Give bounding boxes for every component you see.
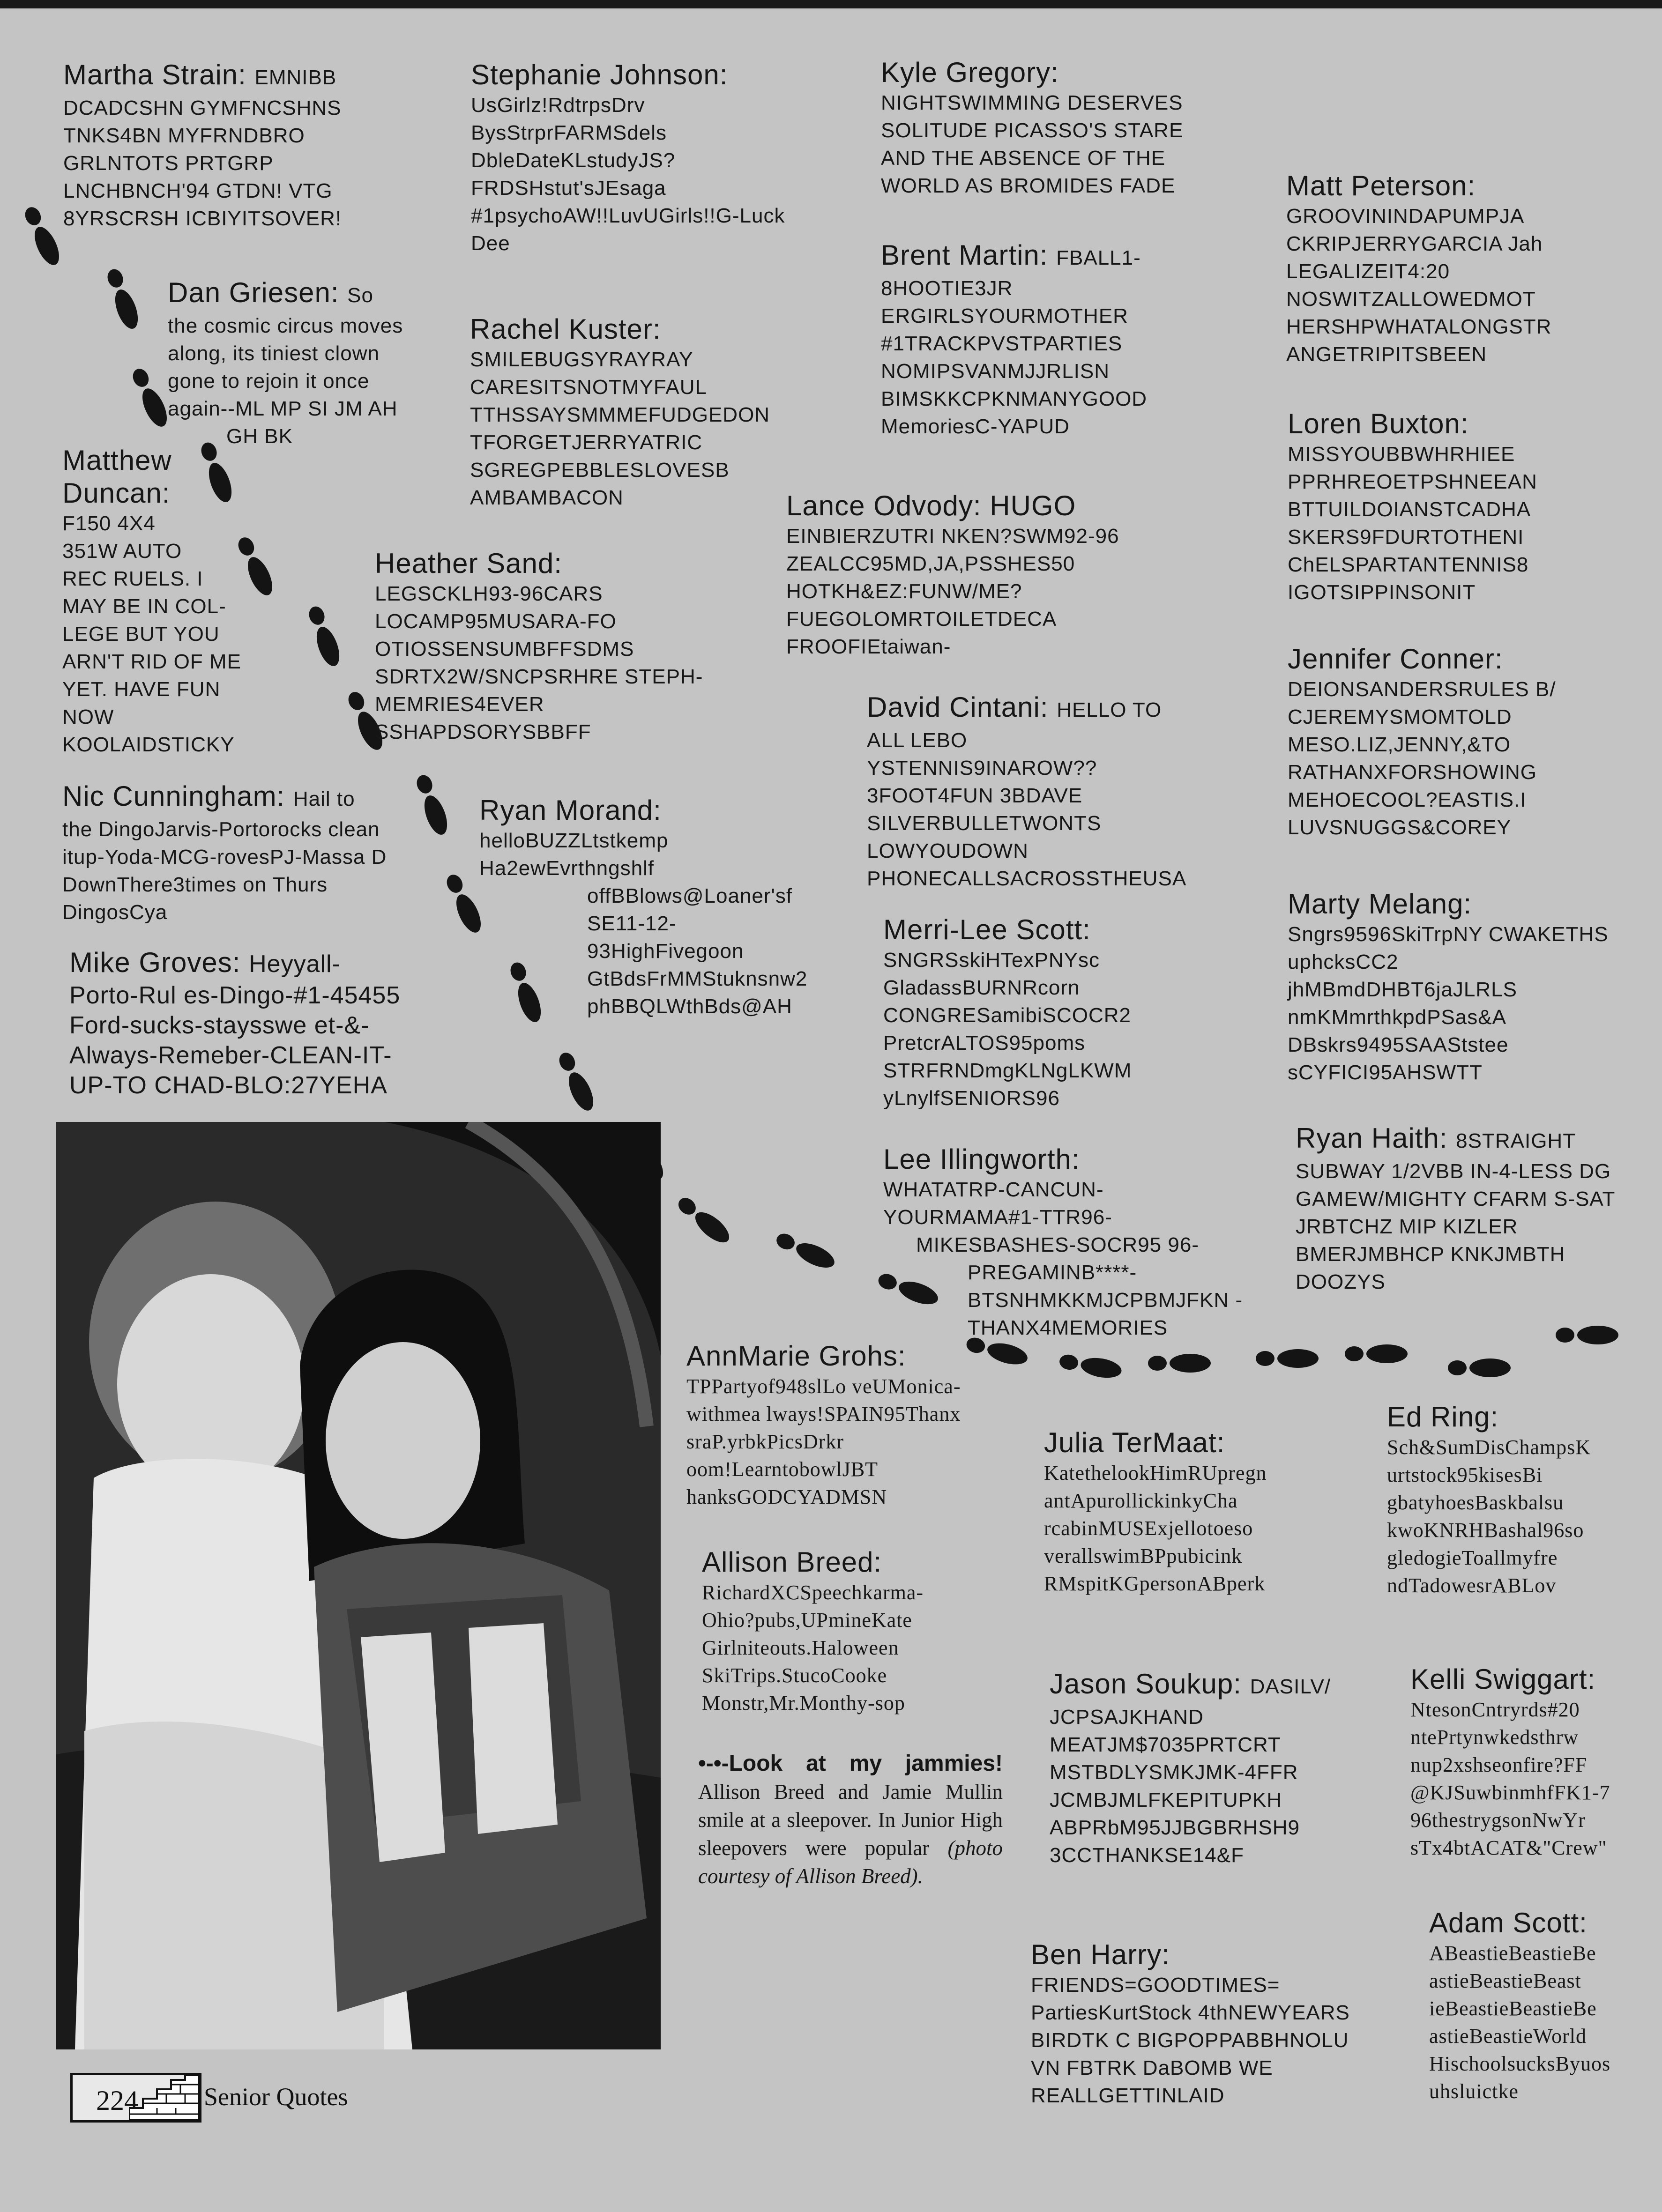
quote-line: MESO.LIZ,JENNY,&TO [1288, 733, 1511, 756]
quote-line: 8YRSCRSH ICBIYITSOVER! [63, 207, 342, 230]
student-name: Merri-Lee Scott: [883, 914, 1091, 945]
student-name: David Cintani: [867, 691, 1049, 723]
quote-line: REC RUELS. I [62, 567, 203, 590]
quote-line: BIRDTK C BIGPOPPABBHNOLU [1031, 2029, 1349, 2052]
footprint [674, 1193, 734, 1248]
quote-line: FROOFIEtaiwan- [786, 635, 951, 658]
quote-merri-lee-scott [883, 913, 1132, 1112]
quote-line: LOCAMP95MUSARA-FO [375, 610, 617, 633]
student-name: Julia TerMaat: [1044, 1427, 1225, 1458]
photo-illustration [56, 1122, 661, 2049]
quote-line: NtesonCntryrds#20 [1410, 1698, 1580, 1721]
footprint [1345, 1344, 1408, 1363]
quote-line: DCADCSHN GYMFNCSHNS [63, 96, 342, 119]
quote-rachel-kuster [470, 313, 770, 512]
quote-line: ABPRbM95JJBGBRHSH9 [1050, 1816, 1300, 1839]
student-name: Kelli Swiggart: [1410, 1663, 1596, 1695]
sleepover-photo [56, 1122, 661, 2049]
quote-inline: Heyyall- [249, 950, 341, 978]
quote-lance-odvody [786, 490, 1119, 661]
quote-line: MSTBDLYSMKJMK-4FFR [1050, 1761, 1298, 1784]
quote-line: withmea lways!SPAIN95Thanx [686, 1403, 961, 1425]
quote-line: uphcksCC2 [1288, 950, 1399, 973]
quote-line: TNKS4BN MYFRNDBRO [63, 124, 305, 147]
quote-line: LUVSNUGGS&COREY [1288, 816, 1512, 839]
quote-line: HischoolsucksByuos [1429, 2052, 1611, 2075]
footprint [128, 365, 172, 430]
quote-line: Sngrs9596SkiTrpNY CWAKETHS [1288, 923, 1609, 946]
student-name: Brent Martin: [881, 239, 1048, 271]
quote-line: Ohio?pubs,UPmineKate [702, 1609, 912, 1632]
quote-line: hanksGODCYADMSN [686, 1485, 887, 1508]
quote-line: along, its tiniest clown [168, 342, 380, 365]
quote-line: CJEREMYSMOMTOLD [1288, 705, 1512, 728]
footprint [412, 772, 451, 838]
quote-line: again--ML MP SI JM AH [168, 397, 398, 420]
student-name: Kyle Gregory: [881, 57, 1059, 88]
quote-stephanie-johnson [471, 59, 785, 257]
student-name: Lance Odvody: [786, 490, 982, 521]
student-name: Stephanie Johnson: [471, 59, 728, 90]
quote-line: MAY BE IN COL- [62, 595, 226, 618]
quote-line: PretcrALTOS95poms [883, 1032, 1086, 1054]
quote-line: gbatyhoesBaskbalsu [1387, 1491, 1564, 1514]
quote-line: GH BK [226, 425, 293, 448]
quote-line: REALLGETTINLAID [1031, 2084, 1225, 2107]
quote-line: CARESITSNOTMYFAUL [470, 376, 707, 399]
student-name: Jason Soukup: [1050, 1668, 1242, 1700]
quote-line: ZEALCC95MD,JA,PSSHES50 [786, 552, 1075, 575]
student-name: Ryan Morand: [479, 794, 662, 826]
quote-mike-groves [69, 946, 400, 1100]
quote-line: SE11-12- [587, 912, 677, 935]
quote-line: WHATATRP-CANCUN- [883, 1178, 1104, 1201]
quote-line: DBskrs9495SAAStstee [1288, 1033, 1509, 1056]
student-name: Ryan Haith: [1296, 1122, 1448, 1154]
footprint [1148, 1354, 1211, 1373]
quote-line: YOURMAMA#1-TTR96- [883, 1206, 1112, 1229]
quote-line: SDRTX2W/SNCPSRHRE STEPH- [375, 665, 703, 688]
quote-line: astieBeastieBeast [1429, 1969, 1581, 1992]
quote-line: Monstr,Mr.Monthy-sop [702, 1692, 905, 1715]
quote-line: offBBlows@Loaner'sf [587, 884, 793, 907]
student-name: Allison Breed: [702, 1546, 882, 1578]
quote-line: antApurollickinkyCha [1044, 1489, 1238, 1512]
quote-line: WORLD AS BROMIDES FADE [881, 174, 1176, 197]
student-name-cont: Duncan: [62, 477, 171, 509]
student-name: Martha Strain: [63, 59, 246, 90]
quote-line: the cosmic circus moves [168, 314, 403, 337]
quote-line: #1psychoAW!!LuvUGirls!!G-Luck [471, 204, 785, 227]
quote-inline: DASILV/ [1250, 1675, 1331, 1698]
quote-line: YET. HAVE FUN [62, 678, 221, 701]
quote-line: SUBWAY 1/2VBB IN-4-LESS DG [1296, 1160, 1611, 1183]
quote-line: itup-Yoda-MCG-rovesPJ-Massa D [62, 846, 387, 868]
quote-line: SSHAPDSORYSBBFF [375, 720, 591, 743]
quote-jason-soukup [1050, 1668, 1331, 1869]
quote-line: DownThere3times on Thurs [62, 873, 328, 896]
quote-line: ERGIRLSYOURMOTHER [881, 304, 1128, 327]
quote-line: 96thestrygsonNwYr [1410, 1809, 1586, 1832]
quote-line: oom!LearntobowlJBT [686, 1458, 879, 1481]
student-name: Heather Sand: [375, 548, 562, 579]
quote-line: PREGAMINB****- [968, 1261, 1137, 1284]
quote-line: HERSHPWHATALONGSTR [1286, 315, 1552, 338]
quote-line: DEIONSANDERSRULES B/ [1288, 678, 1556, 701]
quote-marty-melang [1288, 888, 1609, 1086]
quote-line: BTSNHMKKMJCPBMJFKN - [968, 1289, 1243, 1312]
quote-line: THANX4MEMORIES [968, 1316, 1168, 1339]
quote-dan-griesen [168, 276, 403, 450]
quote-line: #1TRACKPVSTPARTIES [881, 332, 1123, 355]
quote-line: ANGETRIPITSBEEN [1286, 343, 1487, 366]
quote-line: FUEGOLOMRTOILETDECA [786, 608, 1057, 631]
footprint [1058, 1351, 1123, 1381]
student-name: Nic Cunningham: [62, 780, 285, 812]
quote-line: TTHSSAYSMMMEFUDGEDON [470, 403, 770, 426]
quote-line: JCMBJMLFKEPITUPKH [1050, 1789, 1282, 1811]
quote-line: MIKESBASHES-SOCR95 96- [916, 1233, 1199, 1256]
quote-line: NIGHTSWIMMING DESERVES [881, 91, 1183, 114]
quote-line: RichardXCSpeechkarma- [702, 1581, 924, 1604]
quote-line: YSTENNIS9INAROW?? [867, 757, 1097, 779]
quote-line: Porto-Rul es-Dingo-#1-45455 [69, 982, 401, 1009]
quote-ben-harry [1031, 1938, 1350, 2109]
quote-line: LOWYOUDOWN [867, 839, 1029, 862]
footprint [21, 204, 64, 268]
quote-line: OTIOSSENSUMBFFSDMS [375, 638, 634, 661]
quote-line: AND THE ABSENCE OF THE [881, 147, 1166, 170]
quote-inline: HUGO [990, 490, 1076, 521]
quote-martha-strain [63, 59, 342, 232]
quote-line: 3CCTHANKSE14&F [1050, 1844, 1245, 1867]
caption-credit: (photo courtesy of Allison Breed). [698, 1836, 1003, 1888]
quote-line: MISSYOUBBWHRHIEE [1288, 443, 1515, 466]
quote-line: Ha2ewEvrthngshlf [479, 857, 655, 880]
quote-line: DbleDateKLstudyJS? [471, 149, 676, 172]
quote-line: Always-Remeber-CLEAN-IT- [69, 1042, 392, 1069]
quote-ryan-haith [1296, 1122, 1615, 1296]
quote-line: EINBIERZUTRI NKEN?SWM92-96 [786, 525, 1119, 548]
quote-ryan-morand [479, 794, 807, 1020]
quote-line: NOW [62, 705, 114, 728]
page-number: 224 [96, 2085, 138, 2116]
quote-line: LNCHBNCH'94 GTDN! VTG [63, 179, 333, 202]
student-name: Rachel Kuster: [470, 313, 661, 345]
quote-line: 351W AUTO [62, 540, 182, 563]
quote-line: verallswimBPpubicink [1044, 1544, 1243, 1567]
quote-line: MemoriesC-YAPUD [881, 415, 1070, 438]
quote-line: 8HOOTIE3JR [881, 277, 1013, 300]
quote-line: DOOZYS [1296, 1270, 1386, 1293]
quote-ed-ring [1387, 1401, 1591, 1599]
quote-line: ndTadowesrABLov [1387, 1574, 1557, 1597]
quote-line: MEATJM$7035PRTCRT [1050, 1733, 1281, 1756]
quote-line: Dee [471, 232, 510, 255]
quote-line: urtstock95kisesBi [1387, 1463, 1543, 1486]
section-title: Senior Quotes [204, 2083, 348, 2111]
student-name: Matthew [62, 445, 172, 476]
quote-line: KatethelookHimRUpregn [1044, 1462, 1267, 1485]
quote-inline: EMNIBB [254, 66, 337, 89]
quote-line: astieBeastieWorld [1429, 2025, 1587, 2048]
quote-line: RMspitKGpersonABperk [1044, 1572, 1266, 1595]
quote-line: GtBdsFrMMStuknsnw2 [587, 967, 808, 990]
quote-line: FRDSHstut'sJEsaga [471, 177, 666, 200]
quote-heather-sand [375, 547, 703, 746]
quote-line: SkiTrips.StucoCooke [702, 1664, 887, 1687]
footprint [103, 267, 142, 332]
footprint [773, 1229, 838, 1273]
quote-line: UP-TO CHAD-BLO:27YEHA [69, 1072, 388, 1099]
quote-line: the DingoJarvis-Portorocks clean [62, 818, 380, 841]
quote-line: sraP.yrbkPicsDrkr [686, 1430, 844, 1453]
quote-line: SGREGPEBBLESLOVESB [470, 459, 730, 482]
quote-line: UsGirlz!RdtrpsDrv [471, 94, 645, 117]
quote-line: SNGRSskiHTexPNYsc [883, 949, 1100, 972]
quote-line: ntePrtynwkedsthrw [1410, 1726, 1579, 1749]
quote-line: GAMEW/MIGHTY CFARM S-SAT [1296, 1188, 1616, 1210]
quote-lee-illingworth [883, 1143, 1243, 1342]
quote-line: VN FBTRK DaBOMB WE [1031, 2056, 1273, 2079]
quote-line: PPRHREOETPSHNEEAN [1288, 470, 1537, 493]
quote-line: GROOVININDAPUMPJA [1286, 205, 1525, 228]
student-name: AnnMarie Grohs: [686, 1340, 906, 1372]
quote-line: GladassBURNRcorn [883, 976, 1080, 999]
photo-caption [698, 1750, 1003, 1890]
page-footer [70, 2068, 398, 2124]
quote-inline: So [347, 284, 373, 307]
quote-nic-cunningham [62, 780, 387, 926]
quote-line: F150 4X4 [62, 512, 156, 535]
quote-kelli-swiggart [1410, 1663, 1610, 1862]
quote-inline: FBALL1- [1056, 246, 1141, 269]
quote-inline: Hail to [293, 787, 355, 810]
quote-line: ChELSPARTANTENNIS8 [1288, 553, 1529, 576]
quote-matthew-duncan [62, 444, 241, 758]
quote-line: uhsluictke [1429, 2080, 1519, 2103]
caption-lead: •-•-Look at my jammies! [698, 1751, 1003, 1776]
quote-line: TFORGETJERRYATRIC [470, 431, 703, 454]
quote-line: BMERJMBHCP KNKJMBTH [1296, 1243, 1565, 1266]
quote-line: Sch&SumDisChampsK [1387, 1436, 1591, 1459]
footprint [1256, 1349, 1319, 1368]
student-name: Loren Buxton: [1288, 408, 1469, 439]
footprint [1556, 1326, 1618, 1344]
student-name: Mike Groves: [69, 947, 241, 978]
quote-line: gledogieToallmyfre [1387, 1546, 1558, 1569]
quote-line: gone to rejoin it once [168, 370, 370, 393]
quote-brent-martin [881, 239, 1147, 440]
quote-line: Girlniteouts.Haloween [702, 1636, 899, 1659]
brick-stairs-icon [129, 2075, 199, 2120]
quote-line: yLnylfSENIORS96 [883, 1087, 1060, 1110]
quote-line: LEGSCKLH93-96CARS [375, 582, 603, 605]
quote-line: kwoKNRHBashal96so [1387, 1519, 1584, 1542]
quote-line: nmKMmrthkpdPSas&A [1288, 1006, 1506, 1029]
quote-line: MEMRIES4EVER [375, 693, 544, 716]
quote-line: JRBTCHZ MIP KIZLER [1296, 1215, 1518, 1238]
quote-line: jhMBmdDHBT6jaJLRLS [1288, 978, 1517, 1001]
quote-jennifer-conner [1288, 643, 1556, 841]
quote-julia-termaat [1044, 1426, 1267, 1597]
quote-line: PartiesKurtStock 4thNEWYEARS [1031, 2001, 1350, 2024]
quote-line: rcabinMUSExjellotoeso [1044, 1517, 1253, 1540]
quote-line: SOLITUDE PICASSO'S STARE [881, 119, 1184, 142]
quote-line: SKERS9FDURTOTHENI [1288, 526, 1524, 549]
quote-line: ARN'T RID OF ME [62, 650, 241, 673]
student-name: Marty Melang: [1288, 888, 1472, 920]
quote-line: DingosCya [62, 901, 168, 924]
quote-line: IGOTSIPPINSONIT [1288, 581, 1476, 604]
student-name: Adam Scott: [1429, 1907, 1587, 1938]
quote-line: TPPartyof948slLo veUMonica- [686, 1375, 961, 1398]
quote-david-cintani [867, 691, 1186, 892]
quote-line: 93HighFivegoon [587, 940, 744, 963]
student-name: Dan Griesen: [168, 277, 339, 308]
quote-line: SMILEBUGSYRAYRAY [470, 348, 693, 371]
quote-line: JCPSAJKHAND [1050, 1706, 1204, 1729]
quote-line: KOOLAIDSTICKY [62, 733, 235, 756]
quote-line: 3FOOT4FUN 3BDAVE [867, 784, 1083, 807]
footprint [1448, 1358, 1511, 1377]
quote-line: RATHANXFORSHOWING [1288, 761, 1537, 784]
quote-line: CKRIPJERRYGARCIA Jah [1286, 232, 1543, 255]
quote-line: helloBUZZLtstkemp [479, 829, 669, 852]
quote-line: NOSWITZALLOWEDMOT [1286, 288, 1536, 311]
quote-line: CONGRESamibiSCOCR2 [883, 1004, 1131, 1027]
quote-line: NOMIPSVANMJJRLISN [881, 360, 1110, 383]
page-number-box [70, 2073, 201, 2123]
quote-line: LEGE BUT YOU [62, 623, 220, 646]
quote-line: HOTKH&EZ:FUNW/ME? [786, 580, 1022, 603]
student-name: Jennifer Conner: [1288, 643, 1503, 675]
quote-line: ALL LEBO [867, 729, 968, 752]
quote-loren-buxton [1288, 408, 1537, 606]
quote-line: ABeastieBeastieBe [1429, 1942, 1596, 1965]
student-name: Matt Peterson: [1286, 170, 1476, 201]
caption-text: Allison Breed and Jamie Mullin smile at a sleepover. In Junior High sleepovers were popular [698, 1780, 1003, 1860]
quote-line: BysStrprFARMSdels [471, 121, 667, 144]
quote-line: SILVERBULLETWONTS [867, 812, 1102, 835]
quote-line: PHONECALLSACROSSTHEUSA [867, 867, 1187, 890]
student-name: Ed Ring: [1387, 1401, 1499, 1433]
quote-adam-scott [1429, 1907, 1610, 2105]
quote-line: AMBAMBACON [470, 486, 624, 509]
student-name: Ben Harry: [1031, 1939, 1170, 1970]
quote-allison-breed [702, 1546, 924, 1717]
quote-line: BIMSKKCPKNMANYGOOD [881, 387, 1148, 410]
quote-line: sCYFICI95AHSWTT [1288, 1061, 1483, 1084]
quote-line: phBBQLWthBds@AH [587, 995, 792, 1018]
quote-line: BTTUILDOIANSTCADHA [1288, 498, 1531, 521]
quote-line: sTx4btACAT&"Crew" [1410, 1836, 1607, 1859]
footprint [555, 1049, 598, 1114]
quote-line: Ford-sucks-staysswe et-&- [69, 1012, 370, 1039]
quote-line: ieBeastieBeastieBe [1429, 1997, 1597, 2020]
quote-line: GRLNTOTS PRTGRP [63, 152, 274, 175]
quote-kyle-gregory [881, 56, 1183, 200]
quote-line: MEHOECOOL?EASTIS.I [1288, 788, 1527, 811]
quote-line: STRFRNDmgKLNgLKWM [883, 1059, 1132, 1082]
quote-line: @KJSuwbinmhfFK1-7 [1410, 1781, 1610, 1804]
student-name: Lee Illingworth: [883, 1143, 1080, 1175]
quote-inline: HELLO TO [1057, 698, 1162, 721]
footprint [305, 604, 343, 669]
quote-matt-peterson [1286, 170, 1551, 368]
quote-line: FRIENDS=GOODTIMES= [1031, 1974, 1280, 1997]
quote-line: nup2xshseonfire?FF [1410, 1753, 1587, 1776]
quote-line: LEGALIZEIT4:20 [1286, 260, 1450, 283]
quote-inline: 8STRAIGHT [1456, 1129, 1576, 1152]
quote-annmarie-grohs [686, 1340, 961, 1511]
